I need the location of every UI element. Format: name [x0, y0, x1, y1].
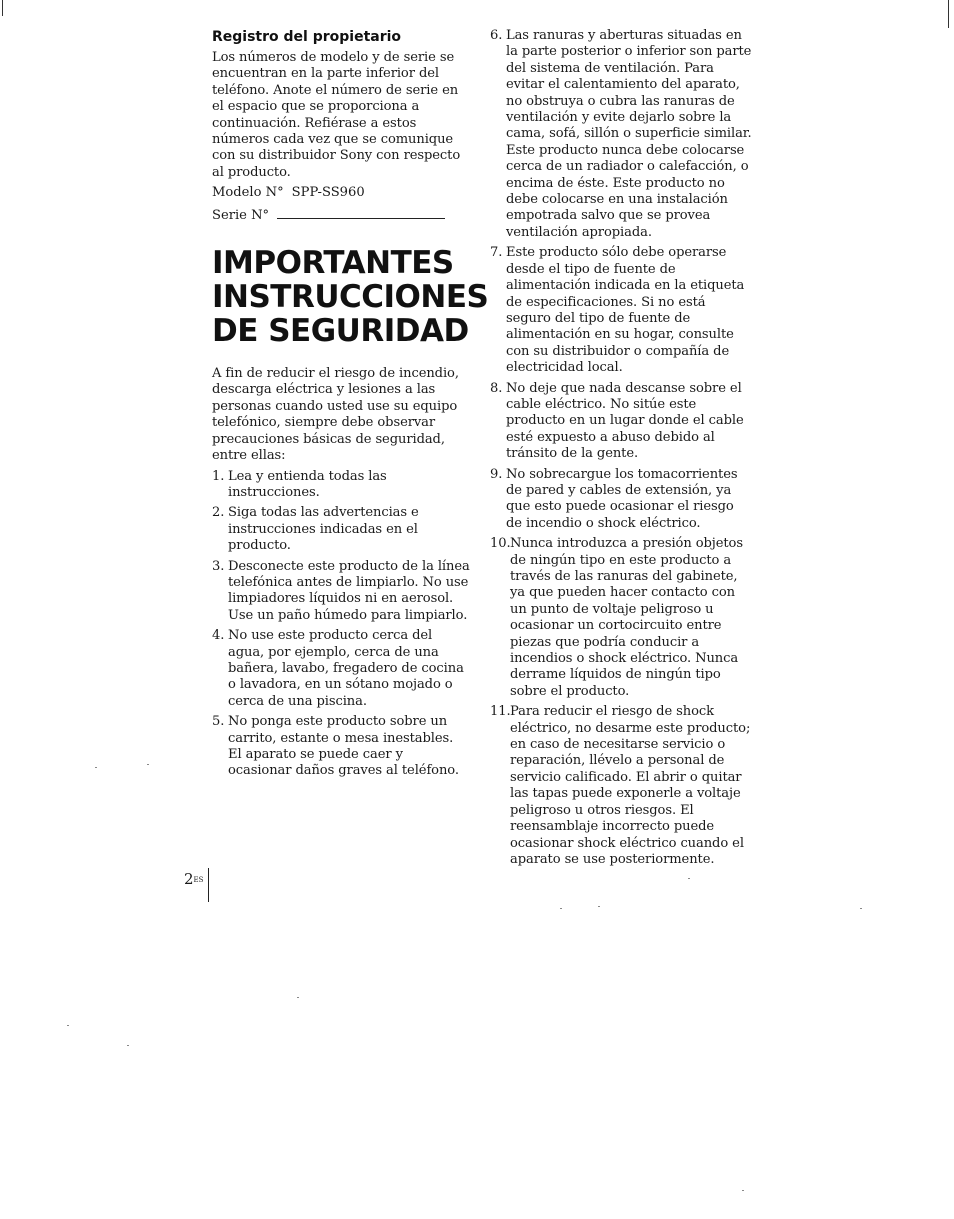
list-item — [490, 245, 752, 376]
right-edge-mark — [948, 0, 949, 28]
item-text: No deje que nada descanse sobre el cable eléctrico. No sitúe este producto en un lugar donde el cable esté expuesto a abuso debido al tránsito de la gente. — [506, 380, 744, 462]
modelo-field — [212, 185, 470, 201]
left-edge-mark — [2, 0, 3, 16]
safety-title-line-1: IMPORTANTES — [212, 245, 454, 282]
scan-speck — [95, 767, 97, 768]
page-number — [184, 870, 203, 888]
list-item — [212, 469, 470, 502]
scan-speck — [297, 997, 299, 998]
item-number: 8. — [490, 380, 503, 396]
scan-speck — [147, 764, 149, 765]
item-number: 6. — [490, 28, 503, 43]
list-item — [212, 628, 470, 710]
registro-heading: Registro del propietario — [212, 29, 402, 45]
page-number-suffix: ES — [193, 876, 204, 884]
page-number-value: 2 — [184, 870, 194, 888]
modelo-value: SPP-SS960 — [291, 185, 365, 201]
serie-blank-line — [277, 206, 445, 219]
item-text: Desconecte este producto de la línea telefónica antes de limpiarlo. No use limpiadores líquidos ni en aerosol. Use un paño húmedo para limpiarlo. — [228, 558, 470, 623]
item-text: No ponga este producto sobre un carrito, estante o mesa inestables. El aparato se puede caer y ocasionar daños graves al teléfono. — [228, 714, 459, 779]
item-text: No sobrecargue los tomacorrientes de pared y cables de extensión, ya que esto puede ocasionar el riesgo de incendio o shock eléctrico. — [506, 466, 738, 531]
item-number: 1. — [212, 468, 225, 484]
modelo-label: Modelo N° — [212, 185, 284, 201]
item-number: 4. — [212, 628, 225, 644]
list-item — [490, 536, 752, 700]
list-item — [212, 505, 470, 554]
left-column — [212, 28, 489, 784]
list-item — [212, 559, 470, 625]
right-column — [490, 28, 752, 872]
list-item — [490, 28, 752, 241]
item-text: Nunca introduzca a presión objetos de ningún tipo en este producto a través de las ranuras del gabinete, ya que pueden hacer contacto con un punto de voltaje peligroso u ocasionar un cortocircuito entre piezas que podría conducir a incendios o shock eléctrico. Nunca derrame líquidos de ningún tipo sobre el producto. — [510, 536, 743, 699]
safety-title-line-3: DE SEGURIDAD — [212, 313, 469, 350]
list-item — [490, 704, 752, 868]
safety-title — [212, 245, 489, 350]
serie-field — [212, 206, 470, 224]
list-item — [212, 714, 470, 780]
item-number: 10. — [490, 536, 511, 552]
scan-speck — [560, 908, 562, 909]
intro-text: A fin de reducir el riesgo de incendio, descarga eléctrica y lesiones a las personas cuando usted use su equipo telefónico, siempre debe observar precauciones básicas de seguridad, entre ellas: — [212, 366, 459, 464]
page-divider — [208, 868, 209, 902]
instructions-list-right — [490, 28, 752, 868]
item-number: 2. — [212, 505, 225, 521]
scan-speck — [860, 908, 862, 909]
registro-text: Los números de modelo y de serie se encuentran en la parte inferior del teléfono. Anote el número de serie en el espacio que se proporciona a continuación. Refiérase a estos números cada vez que se comunique con su distribuidor Sony con respecto al producto. — [212, 50, 461, 180]
item-number: 3. — [212, 558, 225, 574]
item-text: Lea y entienda todas las instrucciones. — [228, 468, 387, 500]
scan-speck — [598, 906, 600, 907]
safety-title-line-2: INSTRUCCIONES — [212, 279, 489, 316]
item-text: Siga todas las advertencias e instrucciones indicadas en el producto. — [228, 505, 419, 554]
item-number: 11. — [490, 704, 511, 720]
scan-speck — [742, 1190, 744, 1191]
item-text: Este producto sólo debe operarse desde el tipo de fuente de alimentación indicada en la etiqueta de especificaciones. Si no está seguro del tipo de fuente de alimentación en su hogar, consulte con su distribuidor o compañía de electricidad local. — [506, 245, 745, 376]
scan-speck — [127, 1045, 129, 1046]
list-item — [490, 467, 752, 533]
item-number: 7. — [490, 245, 503, 261]
scan-speck — [688, 878, 690, 879]
serie-label: Serie N° — [212, 207, 270, 223]
scan-speck — [67, 1025, 69, 1026]
item-text: Para reducir el riesgo de shock eléctrico, no desarme este producto; en caso de necesitarse servicio o reparación, llévelo a personal de servicio calificado. El abrir o quitar las tapas puede exponerle a voltaje peligroso u otros riesgos. El reensamblaje incorrecto puede ocasionar shock eléctrico cuando el aparato se use posteriormente. — [510, 704, 751, 867]
list-item — [490, 381, 752, 463]
item-number: 9. — [490, 466, 503, 482]
item-number: 5. — [212, 714, 225, 730]
instructions-list-left — [212, 469, 470, 780]
item-text: No use este producto cerca del agua, por ejemplo, cerca de una bañera, lavabo, fregadero de cocina o lavadora, en un sótano mojado o cerca de una piscina. — [228, 628, 464, 709]
item-text: Las ranuras y aberturas situadas en la parte posterior o inferior son parte del sistema de ventilación. Para evitar el calentamiento del aparato, no obstruya o cubra las ranuras de ventilación y evite dejarlo sobre la cama, sofá, sillón o superficie similar. Este producto nunca debe colocarse cerca de un radiador o calefacción, o encima de éste. Este producto no debe colocarse en una instalación empotrada salvo que se provea ventilación apropiada. — [506, 28, 752, 240]
